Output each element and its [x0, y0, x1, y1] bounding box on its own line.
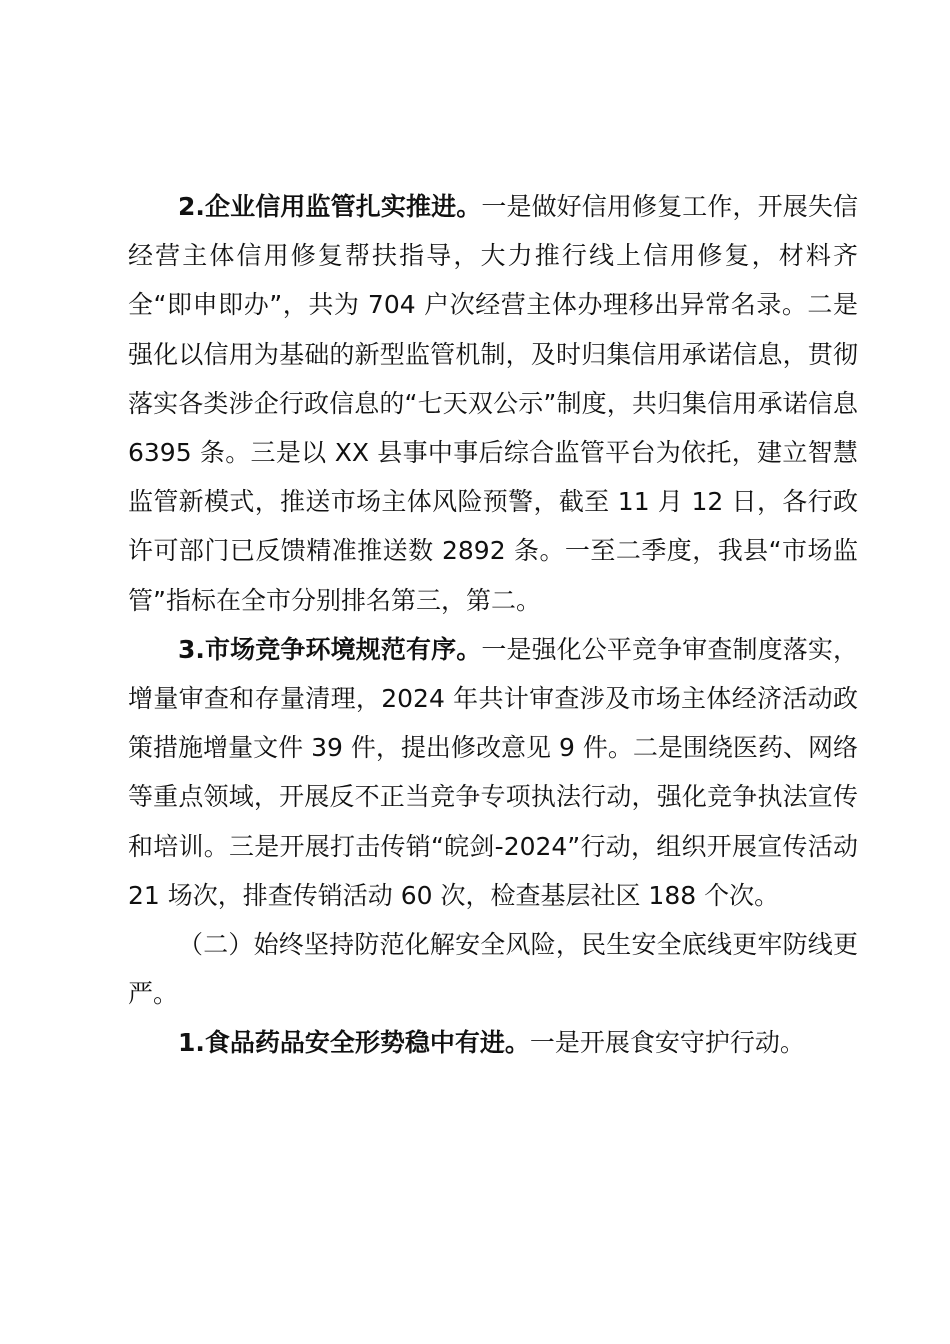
paragraph-market-competition — [128, 625, 858, 920]
document-body — [128, 182, 858, 1068]
paragraph-heading: 1.食品药品安全形势稳中有进。 — [178, 1028, 530, 1058]
paragraph-text: 一是开展食安守护行动。 — [529, 1028, 805, 1058]
paragraph-credit-supervision — [128, 182, 858, 625]
section-heading-safety-risk — [128, 920, 858, 1018]
paragraph-text: 一是做好信用修复工作，开展失信经营主体信用修复帮扶指导，大力推行线上信用修复，材料齐全“即申即办”，共为 704 户次经营主体办理移出异常名录。二是强化以信用为基础的新型监管机制，及时归集信用承诺信息，贯彻落实各类涉企行政信息的“七天双公示”制度，共归集信用承诺信息 6395 条。三是以 XX 县事中事后综合监管平台为依托，建立智慧监管新模式，推送市场主体风险预警，截至 11 月 12 日，各行政许可部门已反馈精准推送数 2892 条。一至二季度，我县“市场监管”指标在全市分别排名第三，第二。 — [128, 192, 858, 615]
paragraph-text: 一是强化公平竞争审查制度落实，增量审查和存量清理，2024 年共计审查涉及市场主体经济活动政策措施增量文件 39 件，提出修改意见 9 件。二是围绕医药、网络等重点领域，开展反不正当竞争专项执法行动，强化竞争执法宣传和培训。三是开展打击传销“皖剑-2024”行动，组织开展宣传活动 21 场次，排查传销活动 60 次，检查基层社区 188 个次。 — [128, 634, 858, 910]
paragraph-food-drug-safety — [128, 1018, 858, 1067]
section-heading-text: （二）始终坚持防范化解安全风险，民生安全底线更牢防线更严。 — [128, 930, 858, 1009]
paragraph-heading: 3.市场竞争环境规范有序。 — [178, 634, 482, 664]
paragraph-heading: 2.企业信用监管扎实推进。 — [178, 192, 482, 221]
